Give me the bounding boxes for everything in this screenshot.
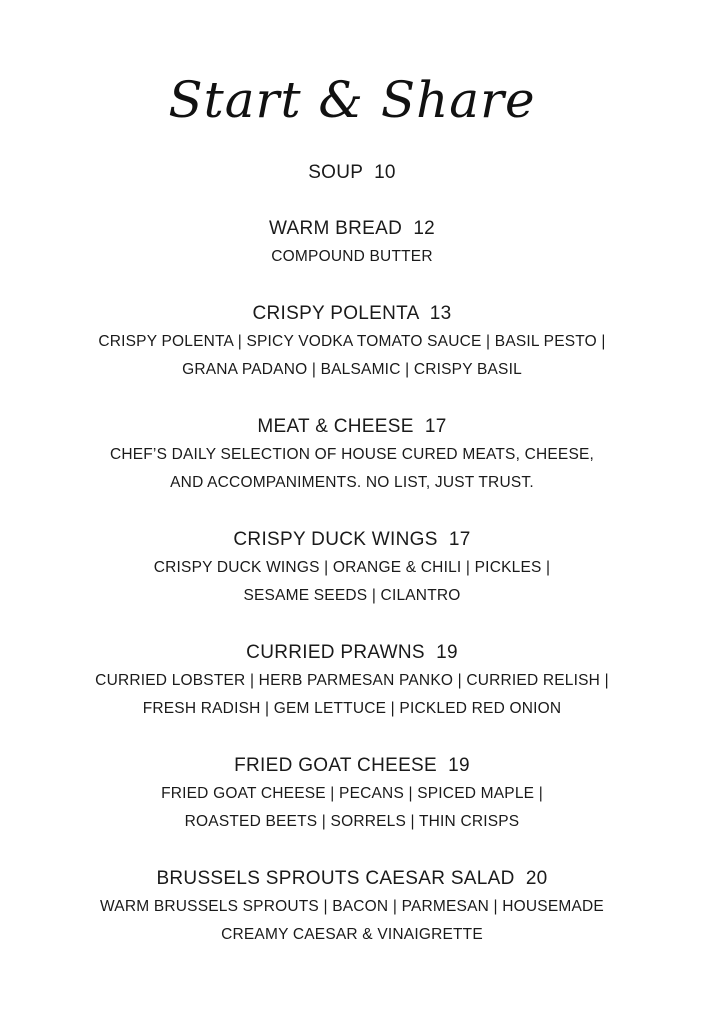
- menu-item-soup: [0, 159, 704, 187]
- item-name: FRIED GOAT CHEESE: [234, 754, 437, 776]
- menu-item-crispy-duck-wings: [0, 526, 704, 611]
- item-description-line: SESAME SEEDS | CILANTRO: [243, 587, 461, 604]
- item-description-line: WARM BRUSSELS SPROUTS | BACON | PARMESAN | HOUSEMADE: [100, 897, 604, 915]
- item-description-line: CHEF’S DAILY SELECTION OF HOUSE CURED MEATS, CHEESE,: [109, 445, 595, 463]
- item-description-line: COMPOUND BUTTER: [271, 248, 433, 265]
- item-name: BRUSSELS SPROUTS CAESAR SALAD: [156, 867, 515, 889]
- item-heading: [0, 300, 704, 328]
- item-heading: [0, 526, 704, 554]
- item-heading: [0, 752, 704, 780]
- menu-list: [0, 159, 704, 978]
- item-price: 12: [413, 218, 436, 239]
- item-price: 17: [448, 528, 471, 550]
- item-name: MEAT & CHEESE: [257, 415, 414, 437]
- item-description-line: AND ACCOMPANIMENTS. NO LIST, JUST TRUST.: [170, 474, 534, 491]
- item-description-line: CRISPY DUCK WINGS | ORANGE & CHILI | PICKLES |: [153, 558, 551, 576]
- item-heading: [0, 215, 704, 243]
- menu-item-crispy-polenta: [0, 300, 704, 385]
- item-price: 13: [429, 302, 452, 324]
- menu-item-meat-and-cheese: [0, 413, 704, 498]
- item-description-line: ROASTED BEETS | SORRELS | THIN CRISPS: [184, 813, 520, 830]
- section-title: Start & Share: [168, 71, 536, 129]
- item-description-line: CRISPY POLENTA | SPICY VODKA TOMATO SAUCE | BASIL PESTO |: [98, 332, 606, 350]
- item-name: CRISPY DUCK WINGS: [233, 528, 438, 550]
- item-name: CRISPY POLENTA: [252, 302, 419, 324]
- item-price: 17: [424, 415, 447, 437]
- item-price: 19: [436, 641, 458, 663]
- item-description-line: CURRIED LOBSTER | HERB PARMESAN PANKO | CURRIED RELISH |: [95, 671, 609, 689]
- item-price: 19: [448, 754, 470, 776]
- menu-item-fried-goat-cheese: [0, 752, 704, 837]
- menu-item-warm-bread: [0, 215, 704, 272]
- item-heading: [0, 865, 704, 893]
- menu-item-brussels-sprouts-caesar-salad: [0, 865, 704, 950]
- item-heading: [0, 159, 704, 187]
- item-heading: [0, 413, 704, 441]
- item-name: WARM BREAD: [268, 218, 403, 239]
- item-price: 10: [374, 162, 396, 183]
- item-description-line: FRESH RADISH | GEM LETTUCE | PICKLED RED ONION: [142, 700, 562, 717]
- item-price: 20: [525, 867, 548, 889]
- menu-item-curried-prawns: [0, 639, 704, 724]
- item-description-line: CREAMY CAESAR & VINAIGRETTE: [221, 926, 483, 943]
- item-description-line: GRANA PADANO | BALSAMIC | CRISPY BASIL: [182, 361, 522, 378]
- item-description-line: FRIED GOAT CHEESE | PECANS | SPICED MAPLE |: [161, 784, 543, 802]
- item-name: SOUP: [308, 162, 363, 183]
- item-name: CURRIED PRAWNS: [246, 641, 425, 663]
- item-heading: [0, 639, 704, 667]
